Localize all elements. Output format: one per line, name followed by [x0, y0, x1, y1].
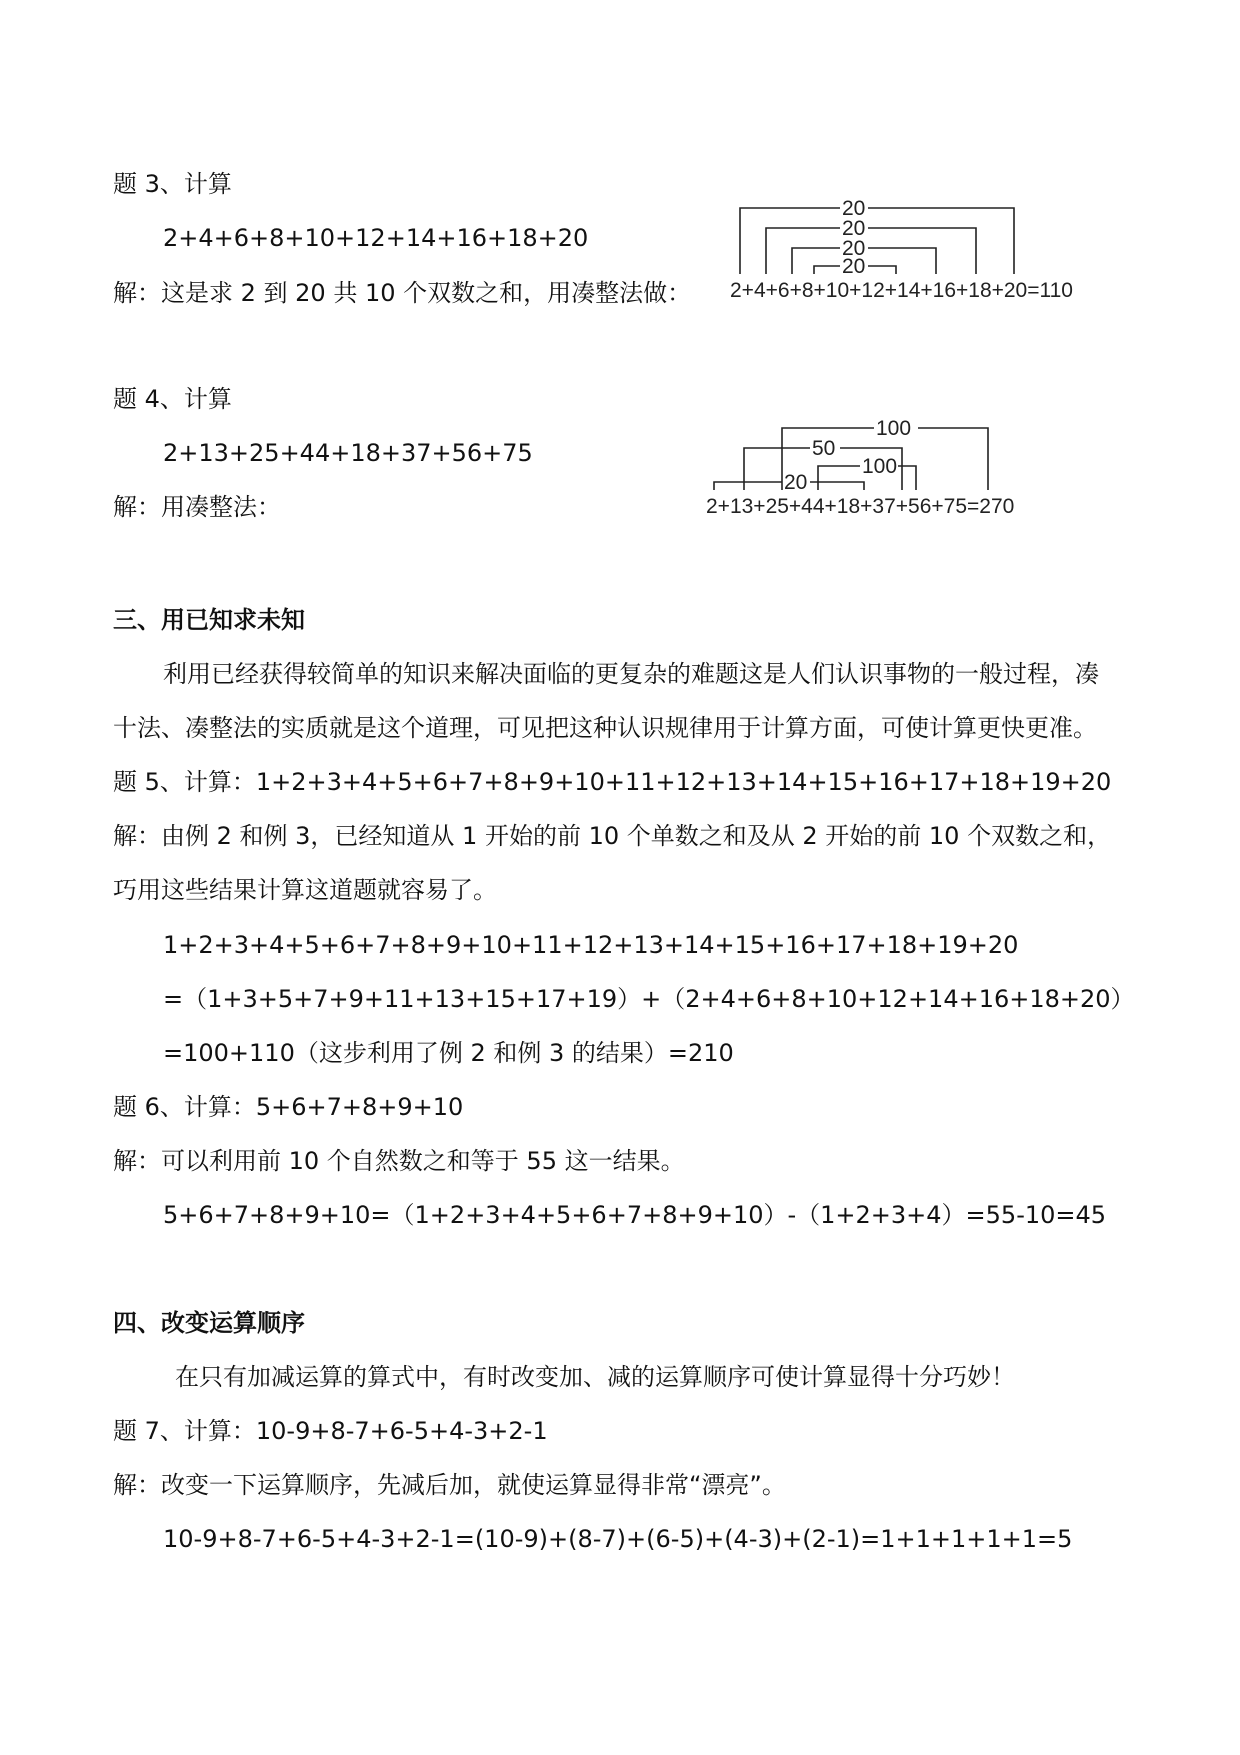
problem5-step2: =（1+3+5+7+9+11+13+15+17+19）+（2+4+6+8+10+12+14+16+18+20）: [163, 985, 1135, 1013]
bracket-line: [792, 248, 840, 274]
bracket-line: [898, 466, 916, 490]
section4-paragraph: 在只有加减运算的算式中，有时改变加、减的运算顺序可使计算显得十分巧妙！: [175, 1363, 1015, 1391]
problem4-expression: 2+13+25+44+18+37+56+75: [163, 439, 533, 467]
problem4-solution: 解：用凑整法：: [113, 493, 281, 521]
problem6-solution: 解：可以利用前 10 个自然数之和等于 55 这一结果。: [113, 1147, 685, 1175]
problem7-solution: 解：改变一下运算顺序，先减后加，就使运算显得非常“漂亮”。: [113, 1471, 786, 1499]
section4-heading: 四、改变运算顺序: [113, 1309, 305, 1337]
bracket-line: [918, 428, 988, 490]
diagram-equation: 2+4+6+8+10+12+14+16+18+20=110: [730, 279, 1073, 302]
problem4-pairing-diagram: [706, 412, 1066, 522]
problem5-step1: 1+2+3+4+5+6+7+8+9+10+11+12+13+14+15+16+17+18+19+20: [163, 931, 1019, 959]
section3-paragraph-line1: 利用已经获得较简单的知识来解决面临的更复杂的难题这是人们认识事物的一般过程，凑: [163, 660, 1099, 688]
problem3-expression: 2+4+6+8+10+12+14+16+18+20: [163, 224, 589, 252]
problem6-title: 题 6、计算：5+6+7+8+9+10: [113, 1093, 464, 1121]
problem7-title: 题 7、计算：10-9+8-7+6-5+4-3+2-1: [113, 1417, 548, 1445]
problem4-title: 题 4、计算: [113, 385, 232, 413]
pair-sum-label: 20: [842, 197, 866, 220]
section3-heading: 三、用已知求未知: [113, 606, 305, 634]
bracket-line: [868, 228, 976, 274]
problem5-solution-line2: 巧用这些结果计算这道题就容易了。: [113, 876, 497, 904]
problem5-title: 题 5、计算：1+2+3+4+5+6+7+8+9+10+11+12+13+14+15+16+17+18+19+20: [113, 768, 1112, 796]
bracket-line: [868, 266, 896, 274]
bracket-line: [766, 228, 840, 274]
diagram-equation: 2+13+25+44+18+37+56+75=270: [706, 495, 1015, 518]
pair-sum-label: 20: [842, 255, 866, 278]
section3-paragraph-line2: 十法、凑整法的实质就是这个道理，可见把这种认识规律用于计算方面，可使计算更快更准。: [113, 714, 1097, 742]
problem3-pairing-diagram: [730, 196, 1120, 306]
problem6-step: 5+6+7+8+9+10=（1+2+3+4+5+6+7+8+9+10）-（1+2+3+4）=55-10=45: [163, 1201, 1107, 1229]
bracket-line: [740, 208, 840, 274]
pair-sum-label: 20: [842, 217, 866, 240]
group-sum-label: 100: [876, 417, 912, 440]
problem5-step3: =100+110（这步利用了例 2 和例 3 的结果）=210: [163, 1039, 734, 1067]
bracket-line: [814, 266, 840, 274]
problem5-solution-line1: 解：由例 2 和例 3，已经知道从 1 开始的前 10 个单数之和及从 2 开始的前 10 个双数之和，: [113, 822, 1112, 850]
bracket-line: [714, 482, 782, 490]
problem3-title: 题 3、计算: [113, 170, 232, 198]
pair-sum-label: 20: [842, 237, 866, 260]
group-sum-label: 50: [812, 437, 836, 460]
problem7-step: 10-9+8-7+6-5+4-3+2-1=(10-9)+(8-7)+(6-5)+(4-3)+(2-1)=1+1+1+1+1=5: [163, 1525, 1073, 1553]
bracket-line: [868, 248, 936, 274]
group-sum-label: 100: [862, 455, 898, 478]
bracket-line: [818, 466, 860, 490]
group-sum-label: 20: [784, 471, 808, 494]
bracket-line: [868, 208, 1014, 274]
problem3-solution: 解：这是求 2 到 20 共 10 个双数之和，用凑整法做：: [113, 279, 692, 307]
